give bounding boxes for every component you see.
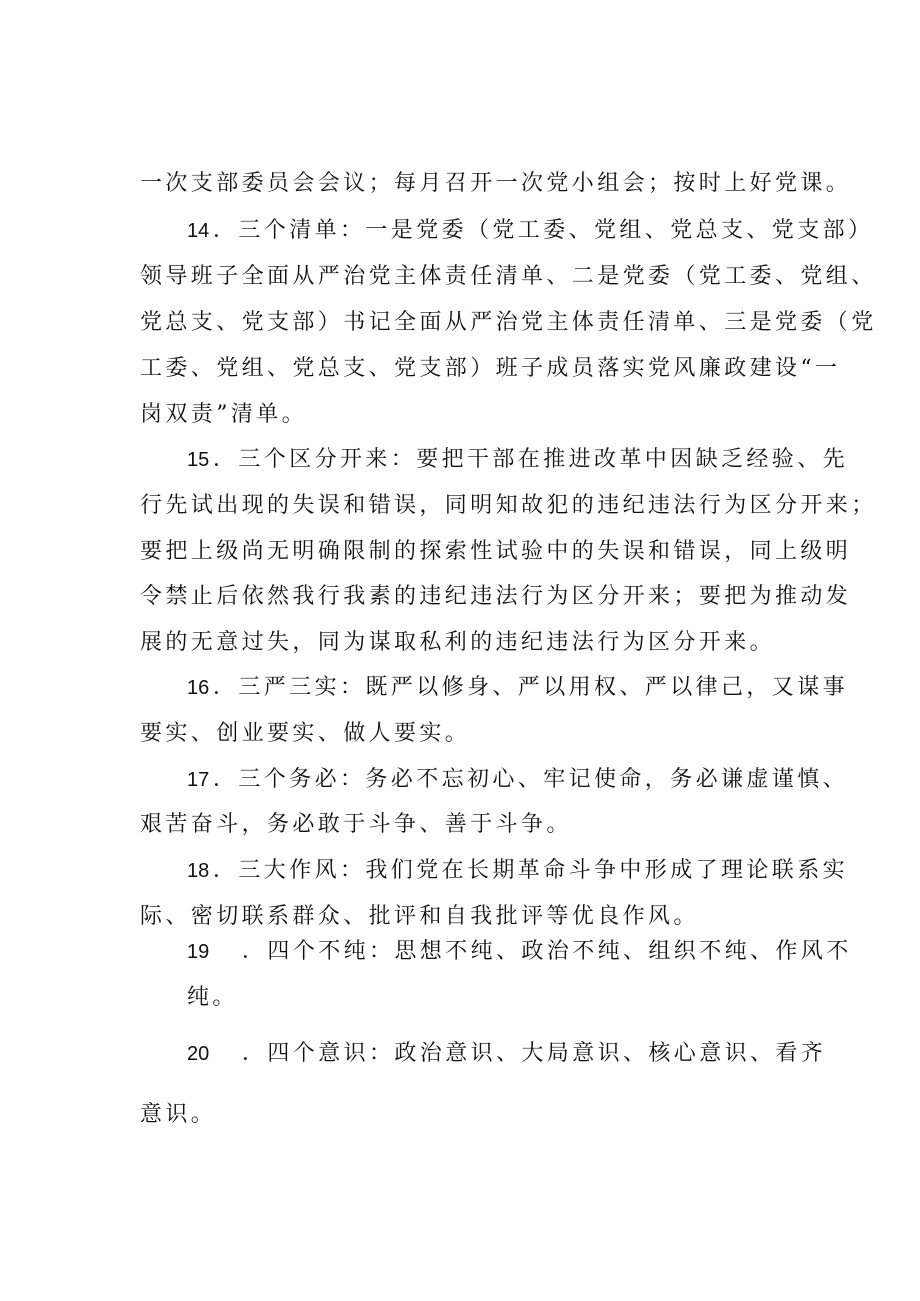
paragraph-line: ．三大作风：我们党在长期革命斗争中形成了理论联系实: [213, 858, 849, 883]
paragraph-line: 工委、党组、党总支、党支部）班子成员落实党风廉政建设“一: [140, 356, 841, 381]
paragraph-line: ．三个区分开来：要把干部在推进改革中因缺乏经验、先: [213, 447, 849, 472]
item-number: 18: [187, 860, 210, 882]
paragraph-line: 岗双责”清单。: [140, 402, 308, 427]
paragraph-line: 展的无意过失，同为谋取私利的违纪违法行为区分开来。: [140, 630, 776, 655]
paragraph-line: 要把上级尚无明确限制的探索性试验中的失误和错误，同上级明: [140, 539, 852, 564]
paragraph-line: ．三个务必：务必不忘初心、牢记使命，务必谦虚谨慎、: [213, 767, 849, 792]
paragraph-line: 一次支部委员会会议；每月召开一次党小组会；按时上好党课。: [140, 171, 852, 196]
paragraph-line: 党总支、党支部）书记全面从严治党主体责任清单、三是党委（党: [140, 310, 877, 335]
item-number: 14: [187, 220, 210, 242]
paragraph-line: ．三个清单：一是党委（党工委、党组、党总支、党支部）: [213, 218, 874, 243]
item-number: 17: [187, 769, 210, 791]
item-number: 19: [187, 941, 210, 963]
paragraph-line: 行先试出现的失误和错误，同明知故犯的违纪违法行为区分开来；: [140, 493, 877, 518]
paragraph-line: 艰苦奋斗，务必敢于斗争、善于斗争。: [140, 812, 572, 837]
item-number: 16: [187, 677, 210, 699]
paragraph-line: 领导班子全面从严治党主体责任清单、二是党委（党工委、党组、: [140, 264, 877, 289]
item-number: 20: [187, 1043, 210, 1065]
item-number: 15: [187, 449, 210, 471]
paragraph-line: ．四个意识：政治意识、大局意识、核心意识、看齐: [242, 1041, 827, 1066]
paragraph-line: 要实、创业要实、做人要实。: [140, 721, 471, 746]
paragraph-line: 纯。: [187, 985, 238, 1010]
paragraph-line: 际、密切联系群众、批评和自我批评等优良作风。: [140, 904, 699, 929]
paragraph-line: ．三严三实：既严以修身、严以用权、严以律己，又谋事: [213, 675, 849, 700]
paragraph-line: 意识。: [140, 1102, 217, 1127]
paragraph-line: ．四个不纯：思想不纯、政治不纯、组织不纯、作风不: [242, 939, 852, 964]
paragraph-line: 令禁止后依然我行我素的违纪违法行为区分开来；要把为推动发: [140, 584, 852, 609]
